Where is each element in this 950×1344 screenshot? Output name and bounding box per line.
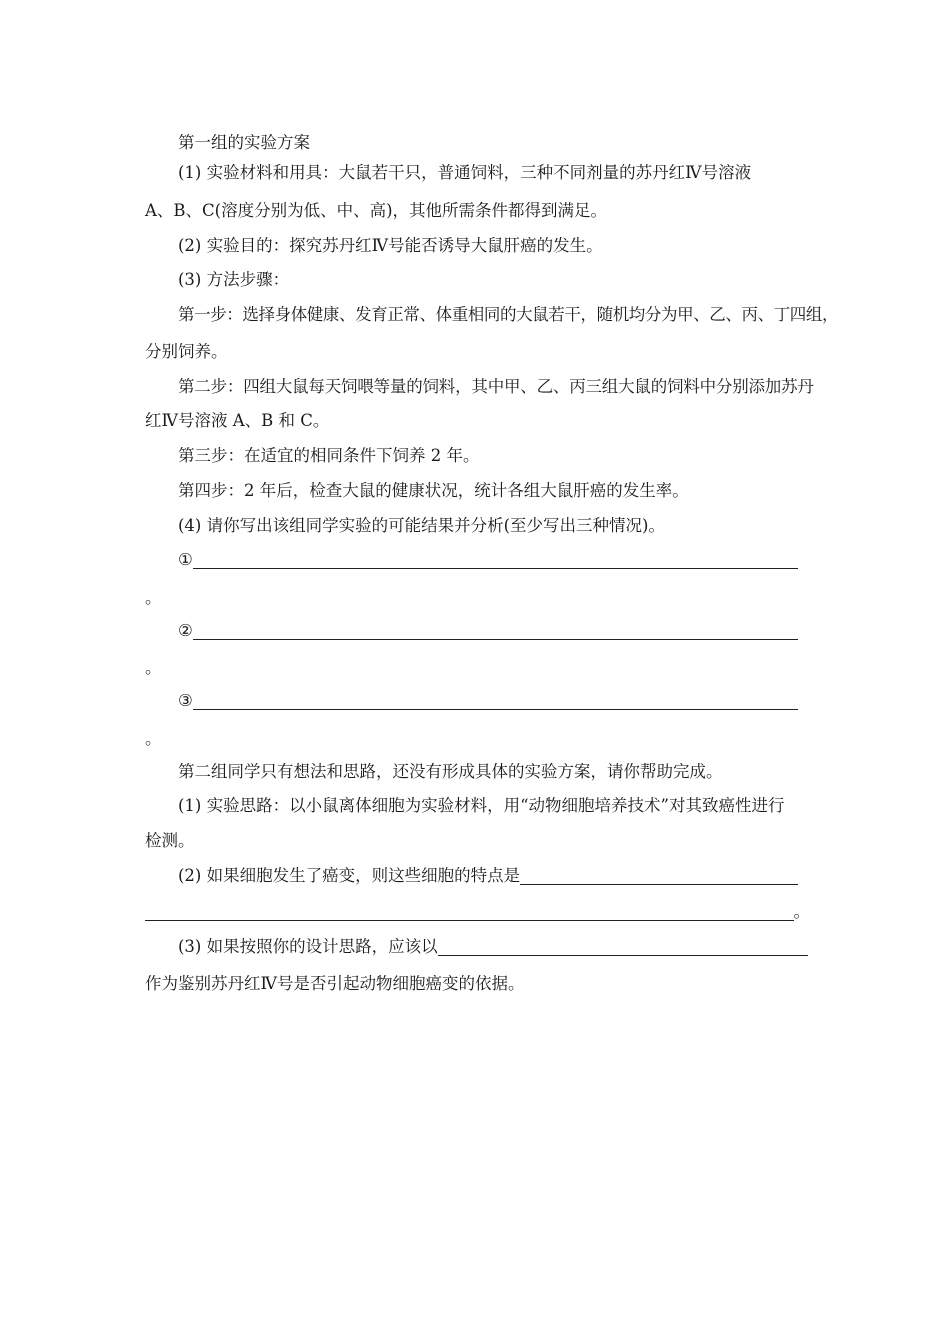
answer-line-1[interactable] [193, 550, 798, 569]
step3: 第三步：在适宜的相同条件下饲养 2 年。 [178, 446, 480, 465]
group1-item1-line1: (1) 实验材料和用具：大鼠若干只，普通饲料，三种不同剂量的苏丹红Ⅳ号溶液 [178, 163, 752, 182]
answer-marker-2: ② [178, 621, 193, 640]
answer-line-3[interactable] [193, 691, 798, 710]
answer-end-2: 。 [145, 658, 162, 677]
group2-item2-prefix: (2) 如果细胞发生了癌变，则这些细胞的特点是 [178, 866, 521, 885]
group2-item3-prefix: (3) 如果按照你的设计思路，应该以 [178, 937, 438, 956]
answer-line-2[interactable] [193, 621, 798, 640]
answer-blank-1[interactable] [178, 547, 798, 573]
answer-end-1: 。 [145, 588, 162, 607]
group2-item3-line2: 作为鉴别苏丹红Ⅳ号是否引起动物细胞癌变的依据。 [145, 974, 525, 993]
group2-item3 [178, 934, 808, 960]
group2-item2-end: 。 [793, 902, 810, 921]
group2-item1-line2: 检测。 [145, 831, 195, 850]
group1-item1-line2: A、B、C(溶度分别为低、中、高)，其他所需条件都得到满足。 [145, 201, 608, 220]
group2-item2-line2 [145, 899, 810, 925]
group1-item2: (2) 实验目的：探究苏丹红Ⅳ号能否诱导大鼠肝癌的发生。 [178, 236, 603, 255]
step1-line2: 分别饲养。 [145, 342, 228, 361]
answer-blank-2[interactable] [178, 618, 798, 644]
group2-intro: 第二组同学只有想法和思路，还没有形成具体的实验方案，请你帮助完成。 [178, 762, 723, 781]
group2-item2-blank[interactable] [520, 866, 798, 885]
step2-line1: 第二步：四组大鼠每天饲喂等量的饲料，其中甲、乙、丙三组大鼠的饲料中分别添加苏丹 [178, 377, 814, 396]
group2-item3-blank[interactable] [438, 937, 808, 956]
group2-item2-blank-2[interactable] [145, 902, 794, 921]
answer-blank-3[interactable] [178, 688, 798, 714]
group2-item1-line1: (1) 实验思路：以小鼠离体细胞为实验材料，用“动物细胞培养技术”对其致癌性进行 [178, 796, 785, 815]
step2-line2: 红Ⅳ号溶液 A、B 和 C。 [145, 411, 330, 430]
step1-line1: 第一步：选择身体健康、发育正常、体重相同的大鼠若干，随机均分为甲、乙、丙、丁四组， [178, 305, 839, 324]
answer-marker-3: ③ [178, 691, 193, 710]
step4: 第四步：2 年后，检查大鼠的健康状况，统计各组大鼠肝癌的发生率。 [178, 481, 689, 500]
answer-marker-1: ① [178, 550, 193, 569]
group2-item2 [178, 863, 798, 889]
group1-title: 第一组的实验方案 [178, 133, 310, 152]
group1-item3: (3) 方法步骤： [178, 270, 290, 289]
answer-end-3: 。 [145, 729, 162, 748]
group1-item4: (4) 请你写出该组同学实验的可能结果并分析(至少写出三种情况)。 [178, 516, 665, 535]
